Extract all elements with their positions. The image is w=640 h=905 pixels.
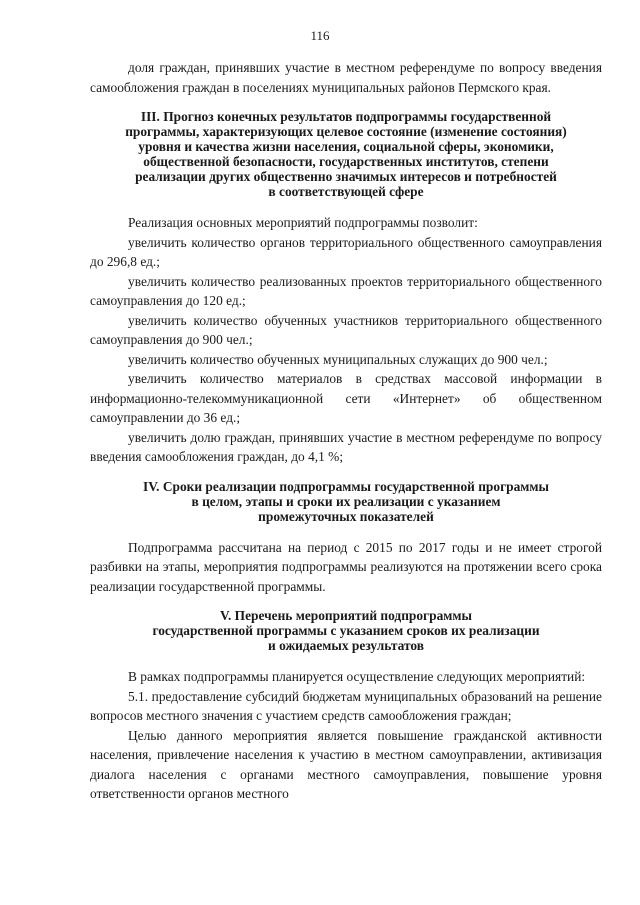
section-4-heading-line: промежуточных показателей [258,508,434,524]
section-3-heading-line: реализации других общественно значимых интересов и потребностей [135,169,557,184]
section-5-paragraph: 5.1. предоставление субсидий бюджетам муниципальных образований на решение вопросов местного значения с участием средств самообложения граждан; [90,688,602,723]
section-5-paragraph: В рамках подпрограммы планируется осуществление следующих мероприятий: [128,669,586,684]
list-item: увеличить количество обученных муниципальных служащих до 900 чел.; [128,351,548,367]
list-item: увеличить количество органов территориального общественного самоуправления до 296,8 ед.; [90,234,602,269]
section-3-heading-line: уровня и качества жизни населения, социальной сферы, экономики, [138,139,554,154]
page-number: 116 [310,28,330,43]
section-3-heading [100,109,592,199]
section-4-heading-line: IV. Сроки реализации подпрограммы государственной программы [142,478,549,494]
section-4-paragraph: Подпрограмма рассчитана на период с 2015 по 2017 годы и не имеет строгой разбивки на этапы, мероприятия подпрограммы реализуются на протяжении всего срока реализации государственной программы. [90,539,602,594]
section-3-heading-line: III. Прогноз конечных результатов подпрограммы государственной [140,109,552,124]
section-5-heading-line: V. Перечень мероприятий подпрограммы [220,608,472,623]
section-5-heading-line: и ожидаемых результатов [268,638,424,653]
section-5-heading-line: государственной программы с указанием сроков их реализации [152,623,540,638]
section-5-paragraph: Целью данного мероприятия является повышение гражданской активности населения, привлечение населения к участию в местном самоуправлении, активизация диалога населения с органами местного самоуправления, повышение уровня ответственности органов местного [90,727,602,801]
section-3-heading-line: в соответствующей сфере [268,184,424,199]
list-item: увеличить количество обученных участников территориального общественного самоуправления до 900 чел.; [90,312,602,347]
section-4-heading-line: в целом, этапы и сроки их реализации с указанием [191,493,501,509]
list-item: увеличить количество материалов в средствах массовой информации в информационно-телекоммуникационной сети «Интернет» об общественном самоуправлении до 36 ед.; [90,371,602,425]
intro-paragraph: доля граждан, принявших участие в местном референдуме по вопросу введения самообложения граждан в поселениях муниципальных районов Пермского края. [90,60,602,95]
section-5-heading [100,608,592,653]
section-3-heading-line: общественной безопасности, государственных институтов, степени [143,154,549,169]
document-body [90,58,602,804]
list-item: увеличить количество реализованных проектов территориального общественного самоуправления до 120 ед.; [90,273,602,308]
section-3-lead: Реализация основных мероприятий подпрограммы позволит: [128,215,478,230]
section-3-heading-line: программы, характеризующих целевое состояние (изменение состояния) [125,124,567,139]
list-item: увеличить долю граждан, принявших участие в местном референдуме по вопросу введения самообложения граждан, до 4,1 %; [90,429,602,464]
section-4-heading [100,479,592,524]
